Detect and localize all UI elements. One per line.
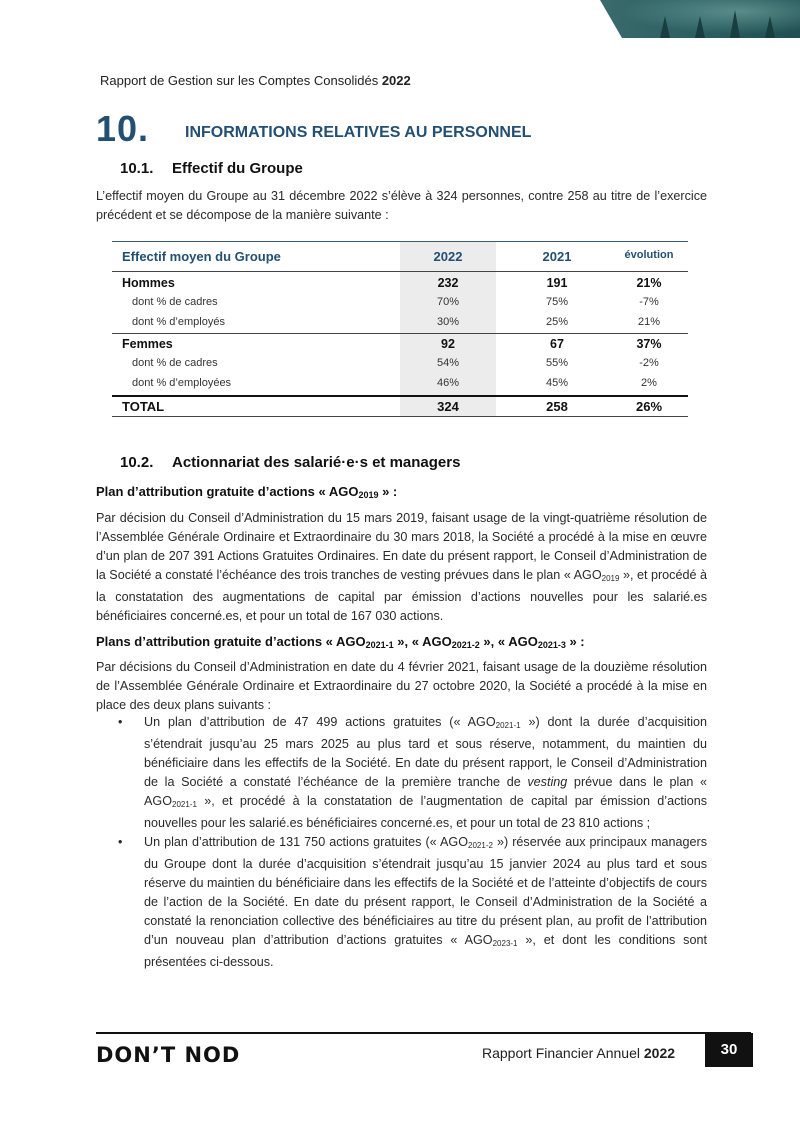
table-row [112, 337, 688, 357]
footer-title [482, 1045, 675, 1061]
title-text: Plans d’attribution gratuite d’actions « AGO [96, 634, 366, 649]
list-item [96, 833, 707, 972]
value-2022: 46% [436, 377, 460, 389]
header-label: Effectif moyen du Groupe [122, 249, 281, 264]
value-evolution: -7% [639, 296, 659, 308]
value-2021: 25% [545, 316, 569, 328]
table-row [112, 296, 688, 316]
company-logo: DON’T NOD [96, 1043, 241, 1067]
subscript: 2023-1 [492, 939, 518, 948]
plan-ago2019-paragraph [96, 509, 707, 626]
value-2021: 191 [546, 276, 568, 290]
effectif-paragraph: L’effectif moyen du Groupe au 31 décembre 2022 s’élève à 324 personnes, contre 258 au titre de l’exercice précédent et se décompose de la manière suivante : [96, 189, 707, 222]
title-text: » : [378, 484, 398, 499]
title-subscript: 2021-1 [365, 640, 394, 650]
value-evolution: 21% [636, 276, 662, 290]
plans-ago2021-title [96, 634, 585, 650]
table-header-row [112, 249, 688, 269]
running-header-year: 2022 [381, 73, 411, 88]
running-header-title: Rapport de Gestion sur les Comptes Consolidés [100, 73, 379, 88]
title-text: » : [565, 634, 585, 649]
subscript: 2021-1 [495, 721, 521, 730]
value-2021: 45% [545, 377, 569, 389]
row-label: Hommes [122, 276, 175, 290]
value-2022: 70% [436, 296, 460, 308]
item-text: », et procédé à la constatation de l’augmentation de capital par émission d’actions nouvelles pour les salarié.es bénéficiaires concerné.es, et pour un total de 23 810 actions ; [144, 794, 707, 830]
section-title: INFORMATIONS RELATIVES AU PERSONNEL [185, 124, 532, 141]
subscript: 2019 [601, 574, 620, 583]
header-2021: 2021 [542, 249, 572, 264]
subsection-title: Actionnariat des salarié·e·s et managers [172, 454, 461, 471]
item-text: », et dont les conditions sont présentées ci-dessous. [144, 933, 707, 969]
item-text: ») dont la durée d’acquisition s’étendrait jusqu’au 25 mars 2025 au plus tard et sous réserve, notamment, du maintien du bénéficiaire dans les effectifs de la Société. En date du présent rapport, le Conseil d’Administration de la Société a constaté l’échéance de la première tranche de [144, 715, 707, 789]
value-evolution: 37% [636, 337, 662, 351]
bullet-icon: • [118, 835, 123, 849]
row-label: dont % d’employées [132, 377, 232, 389]
title-subscript: 2021-2 [451, 640, 480, 650]
value-evolution: -2% [639, 357, 659, 369]
table-row [112, 357, 688, 377]
value-2021: 75% [545, 296, 569, 308]
footer-year: 2022 [643, 1045, 676, 1061]
subscript: 2021-2 [468, 841, 493, 850]
item-text: prévue dans le plan « AGO [144, 775, 707, 808]
value-2022: 92 [441, 337, 455, 351]
item-text: Un plan d’attribution de 47 499 actions gratuites (« AGO [144, 715, 496, 729]
header-corner-image [600, 0, 800, 38]
row-label: dont % de cadres [132, 296, 218, 308]
table-row [112, 276, 688, 296]
table-row [112, 377, 688, 397]
page-number: 30 [705, 1033, 753, 1067]
item-text: Un plan d’attribution de 131 750 actions gratuites (« AGO [144, 835, 469, 849]
header-2022: 2022 [433, 249, 463, 264]
total-2022: 324 [437, 399, 459, 414]
value-2021: 67 [550, 337, 564, 351]
subscript: 2021-1 [172, 800, 197, 809]
subsection-title: Effectif du Groupe [172, 160, 303, 177]
value-evolution: 2% [641, 377, 657, 389]
title-subscript: 2021-3 [537, 640, 566, 650]
footer-title-text: Rapport Financier Annuel [482, 1045, 640, 1061]
plan-ago2019-title [96, 484, 397, 500]
row-label: dont % de cadres [132, 357, 218, 369]
total-label: TOTAL [122, 399, 165, 414]
title-text: », « AGO [479, 634, 538, 649]
header-evolution: évolution [624, 249, 674, 261]
value-evolution: 21% [637, 316, 661, 328]
paragraph-text: Par décision du Conseil d’Administration du 15 mars 2019, faisant usage de la vingt-quatrième résolution de l’Assemblée Générale Ordinaire et Extraordinaire du 30 mars 2018, la Société a procédé à la mise en œuvre d’un plan de 207 391 Actions Gratuites Ordinaires. En date du présent rapport, le Conseil d’Administration de la Société a constaté l’échéance des trois tranches de vesting prévues dans le plan « AGO [96, 511, 707, 582]
value-2022: 30% [436, 316, 460, 328]
title-text: », « AGO [393, 634, 452, 649]
plans-bullet-list [96, 713, 707, 972]
row-label: dont % d’employés [132, 316, 225, 328]
total-2021: 258 [546, 399, 568, 414]
bullet-icon: • [118, 715, 123, 729]
list-item [96, 713, 707, 833]
total-evolution: 26% [635, 399, 663, 414]
value-2022: 54% [436, 357, 460, 369]
subsection-number: 10.1. [120, 160, 154, 177]
italic-text: vesting [527, 775, 568, 789]
footer-rule [96, 1032, 751, 1034]
effectif-table [112, 241, 688, 414]
title-subscript: 2019 [358, 490, 379, 500]
section-number: 10. [96, 108, 150, 149]
running-header [100, 73, 411, 88]
value-2022: 232 [437, 276, 459, 290]
plans-ago2021-intro: Par décisions du Conseil d’Administration en date du 4 février 2021, faisant usage de la douzième résolution de l’Assemblée Générale Ordinaire et Extraordinaire du 27 octobre 2020, la Société a procédé à la mise en place des deux plans suivants : [96, 660, 707, 712]
title-text: Plan d’attribution gratuite d’actions « AGO [96, 484, 359, 499]
value-2021: 55% [545, 357, 569, 369]
paragraph-text: », et procédé à la constatation des augmentations de capital par émission d’actions nouvelles pour les salarié.es bénéficiaires concerné.es, et pour un total de 167 030 actions. [96, 568, 708, 623]
subsection-heading-10-2 [120, 454, 460, 471]
subsection-number: 10.2. [120, 454, 154, 471]
item-text: ») réservée aux principaux managers du Groupe dont la durée d’acquisition s’étendrait jusqu’au 15 janvier 2024 au plus tard et sous réserve du maintien du bénéficiaire dans les effectifs de la Société et de l’atteinte d’objectifs de cours de l’action de la Société. En date du présent rapport, le Conseil d’Administration de la Société a constaté la renonciation collective des bénéficiaires au titre du présent plan, au profit de l’attribution d’un nouveau plan d’attribution d’actions gratuites « AGO [144, 835, 707, 947]
subsection-heading-10-1 [120, 160, 303, 177]
row-label: Femmes [122, 337, 173, 351]
